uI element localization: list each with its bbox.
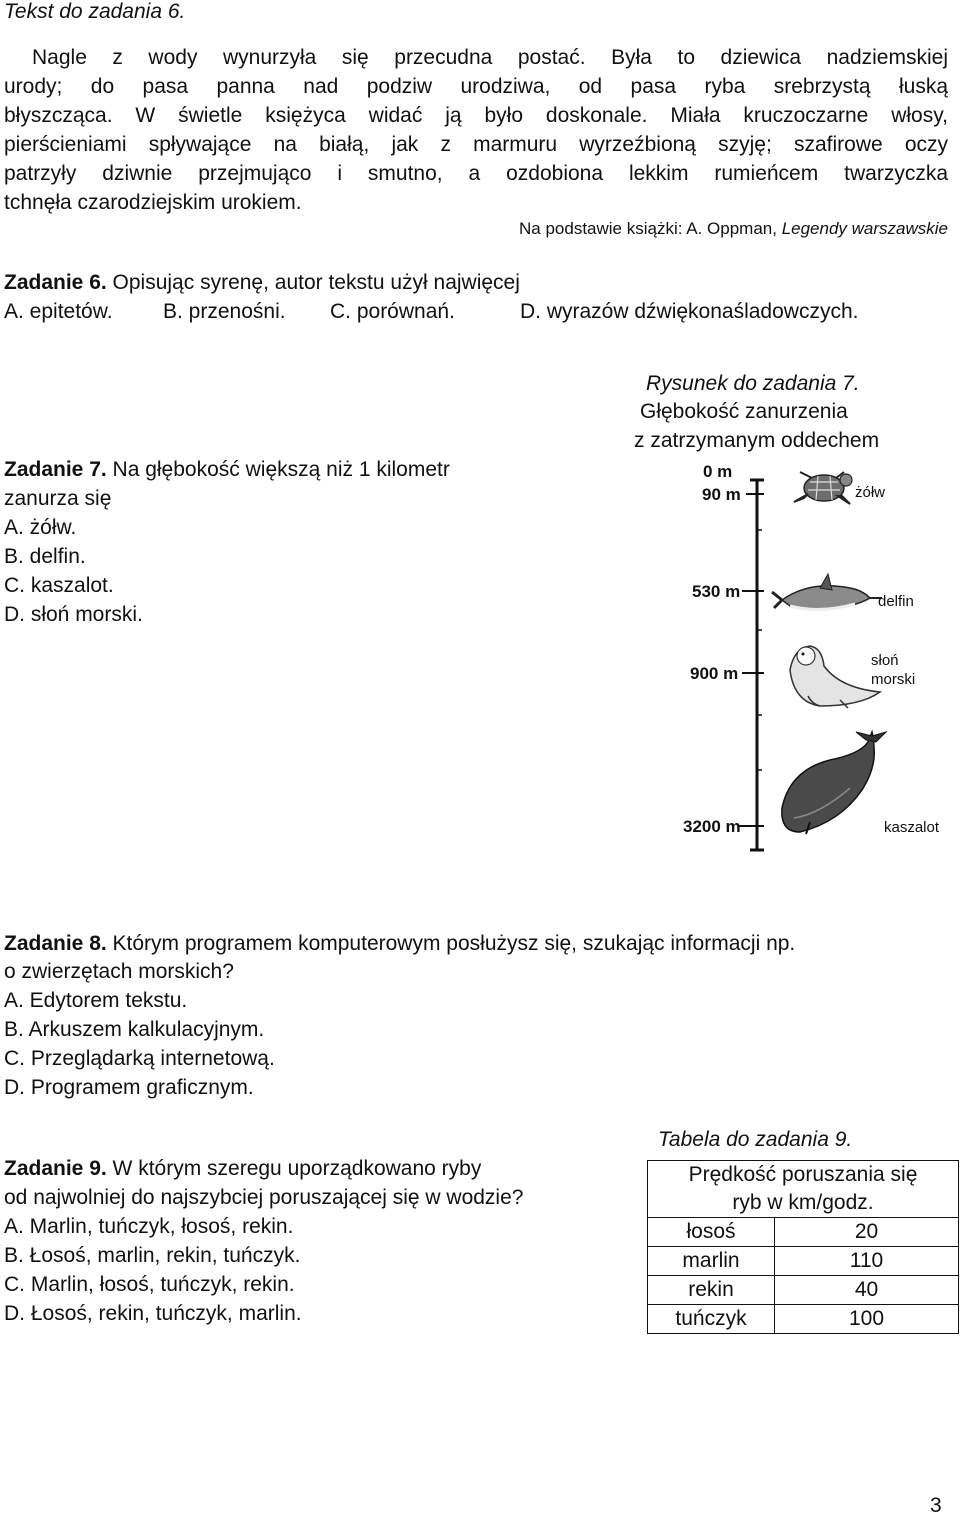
text-heading: Tekst do zadania 6. (4, 0, 186, 23)
animal-label-turtle: żółw (855, 484, 886, 501)
source-citation: Na podstawie książki: A. Oppman, Legendy warszawskie (519, 219, 948, 238)
table-header-row (648, 1161, 959, 1218)
figure-title-cont: z zatrzymanym oddechem (634, 429, 880, 452)
task9-option-c: C. Marlin, łosoś, tuńczyk, rekin. (4, 1273, 295, 1296)
speed-cell: 40 (775, 1276, 959, 1305)
dolphin-illustration (772, 574, 882, 610)
task6-question: Zadanie 6. Opisując syrenę, autor tekstu użył najwięcej (4, 271, 520, 294)
table-caption: Tabela do zadania 9. (658, 1128, 853, 1151)
table-row (648, 1247, 959, 1276)
speed-cell: 100 (775, 1305, 959, 1334)
task9-question: Zadanie 9. W którym szeregu uporządkowano ryby (4, 1157, 482, 1180)
depth-label: 90 m (702, 485, 741, 504)
task8-option-b: B. Arkuszem kalkulacyjnym. (4, 1018, 265, 1041)
fish-cell: tuńczyk (648, 1305, 775, 1334)
paragraph-line: Nagle z wody wynurzyła się przecudna postać. Była to dziewica nadziemskiej (32, 46, 948, 69)
depth-label: 900 m (690, 664, 739, 683)
depth-label: 3200 m (683, 817, 741, 836)
task9-option-d: D. Łosoś, rekin, tuńczyk, marlin. (4, 1302, 302, 1325)
animal-label-whale: kaszalot (884, 819, 940, 836)
table-row (648, 1305, 959, 1334)
task7-option-a: A. żółw. (4, 516, 77, 539)
task6-option-b: B. przenośni. (163, 300, 286, 323)
task6-option-a: A. epitetów. (4, 300, 113, 323)
task7-question: Zadanie 7. Na głębokość większą niż 1 kilometr (4, 458, 450, 481)
paragraph-line: tchnęła czarodziejskim urokiem. (4, 191, 302, 214)
animal-label-dolphin: delfin (878, 593, 914, 610)
task7-question-cont: zanurza się (4, 487, 112, 510)
fish-cell: rekin (648, 1276, 775, 1305)
animal-label-seal: słoń (871, 652, 899, 669)
whale-illustration (782, 732, 886, 834)
task7-option-c: C. kaszalot. (4, 574, 114, 597)
turtle-illustration (794, 472, 852, 504)
task8-question: Zadanie 8. Którym programem komputerowym posłużysz się, szukając informacji np. (4, 932, 796, 955)
table-header: Prędkość poruszania się ryb w km/godz. (648, 1161, 959, 1218)
fish-speed-table (647, 1160, 959, 1334)
task8-question-cont: o zwierzętach morskich? (4, 960, 234, 983)
task6-option-c: C. porównań. (330, 300, 455, 323)
task9-option-b: B. Łosoś, marlin, rekin, tuńczyk. (4, 1244, 301, 1267)
table-row (648, 1218, 959, 1247)
task6-option-d: D. wyrazów dźwiękonaśladowczych. (520, 300, 859, 323)
seal-illustration (790, 646, 880, 708)
task9-question-cont: od najwolniej do najszybciej poruszającej się w wodzie? (4, 1186, 524, 1209)
paragraph-line: patrzyły dziwnie przejmująco i smutno, a ozdobiona lekkim rumieńcem twarzyczka (4, 162, 948, 185)
paragraph-line: urody; do pasa panna nad podziw urodziwa, od pasa ryba srebrzystą łuską (4, 75, 948, 98)
fish-cell: łosoś (648, 1218, 775, 1247)
depth-scale-figure (690, 470, 960, 860)
speed-cell: 110 (775, 1247, 959, 1276)
task8-option-c: C. Przeglądarką internetową. (4, 1047, 275, 1070)
task7-option-d: D. słoń morski. (4, 603, 143, 626)
figure-title: Głębokość zanurzenia (640, 400, 848, 423)
animal-label-seal-cont: morski (871, 671, 916, 688)
depth-label: 0 m (703, 462, 733, 481)
task8-option-d: D. Programem graficznym. (4, 1076, 254, 1099)
task7-option-b: B. delfin. (4, 545, 86, 568)
table-row (648, 1276, 959, 1305)
figure-caption: Rysunek do zadania 7. (646, 372, 860, 395)
page-number: 3 (930, 1494, 942, 1517)
task8-option-a: A. Edytorem tekstu. (4, 989, 188, 1012)
paragraph-line: pierścieniami spływające na białą, jak z marmuru wyrzeźbioną szyję; szafirowe oczy (4, 133, 948, 156)
depth-label: 530 m (692, 582, 741, 601)
task9-option-a: A. Marlin, tuńczyk, łosoś, rekin. (4, 1215, 294, 1238)
fish-cell: marlin (648, 1247, 775, 1276)
paragraph-line: błyszcząca. W świetle księżyca widać ją było doskonale. Miała kruczoczarne włosy, (4, 104, 948, 127)
speed-cell: 20 (775, 1218, 959, 1247)
